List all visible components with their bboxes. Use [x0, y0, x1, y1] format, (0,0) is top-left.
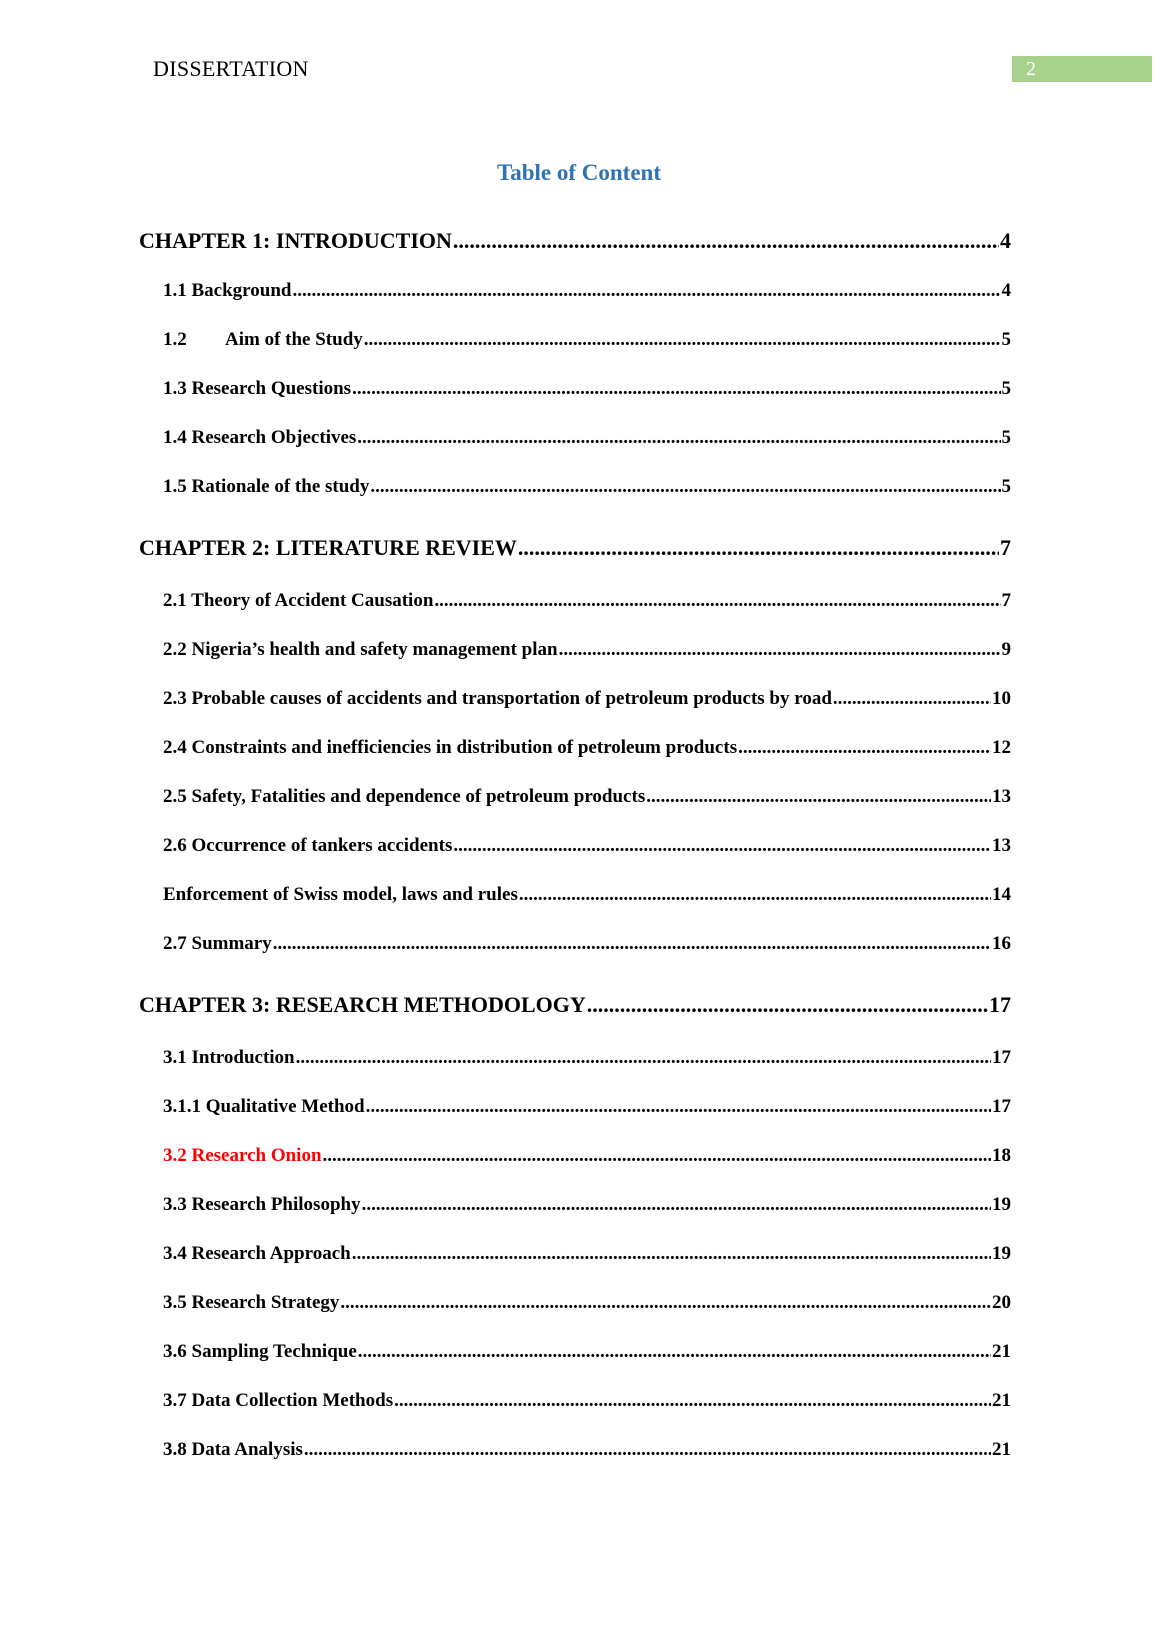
toc-entry-3-4[interactable]	[163, 1243, 1011, 1265]
toc-entry-label: 2.1 Theory of Accident Causation	[163, 590, 434, 611]
toc-entry-page: 21	[992, 1341, 1011, 1362]
toc-entry-page: 20	[992, 1292, 1011, 1313]
dot-leader	[646, 786, 991, 808]
toc-entry-chapter-3[interactable]	[139, 992, 1011, 1018]
toc-entry-page: 10	[992, 688, 1011, 709]
toc-entry-label: Aim of the Study	[225, 329, 363, 350]
toc-entry-label: 3.5 Research Strategy	[163, 1292, 340, 1313]
dot-leader	[323, 1145, 991, 1167]
dot-leader	[518, 535, 999, 561]
dot-leader	[296, 1047, 991, 1069]
toc-entry-2-2[interactable]	[163, 639, 1011, 661]
dot-leader	[453, 228, 999, 254]
toc-entry-3-7[interactable]	[163, 1390, 1011, 1412]
dot-leader	[362, 1194, 991, 1216]
dot-leader	[340, 1292, 991, 1314]
toc-entry-page: 19	[992, 1194, 1011, 1215]
dot-leader	[587, 992, 988, 1018]
dot-leader	[352, 1243, 991, 1265]
toc-entry-1-1[interactable]	[163, 280, 1011, 302]
toc-entry-label: CHAPTER 2: LITERATURE REVIEW	[139, 535, 517, 560]
toc-entry-page: 7	[1001, 590, 1011, 611]
toc-entry-label: 2.2 Nigeria’s health and safety management plan	[163, 639, 558, 660]
toc-entry-page: 13	[992, 786, 1011, 807]
toc-entry-label: 1.1 Background	[163, 280, 292, 301]
dot-leader	[833, 688, 991, 710]
toc-entry-page: 9	[1001, 639, 1011, 660]
dot-leader	[352, 378, 1000, 400]
toc-entry-2-3[interactable]	[163, 688, 1011, 710]
toc-entry-label: 3.7 Data Collection Methods	[163, 1390, 394, 1411]
toc-entry-label: 3.3 Research Philosophy	[163, 1194, 361, 1215]
dot-leader	[370, 476, 1000, 498]
toc-entry-1-4[interactable]	[163, 427, 1011, 449]
toc-entry-label: CHAPTER 3: RESEARCH METHODOLOGY	[139, 992, 586, 1017]
toc-entry-label: 3.1.1 Qualitative Method	[163, 1096, 365, 1117]
dot-leader	[273, 933, 991, 955]
toc-entry-3-2[interactable]	[163, 1145, 1011, 1167]
dot-leader	[519, 884, 991, 906]
toc-entry-page: 14	[992, 884, 1011, 905]
dot-leader	[357, 427, 1000, 449]
toc-entry-page: 18	[992, 1145, 1011, 1166]
toc-entry-chapter-2[interactable]	[139, 535, 1011, 561]
toc-entry-label: 3.8 Data Analysis	[163, 1439, 303, 1460]
toc-entry-swiss-model[interactable]	[163, 884, 1011, 906]
toc-entry-page: 5	[1001, 427, 1011, 448]
toc-entry-label: 3.2 Research Onion	[163, 1145, 322, 1166]
toc-entry-label: 2.3 Probable causes of accidents and transportation of petroleum products by road	[163, 688, 832, 709]
toc-entry-page: 17	[989, 992, 1011, 1017]
toc-entry-page: 5	[1001, 476, 1011, 497]
toc-entry-2-1[interactable]	[163, 590, 1011, 612]
dot-leader	[434, 590, 1000, 612]
dot-leader	[738, 737, 991, 759]
toc-entry-page: 4	[1000, 228, 1011, 253]
toc-entry-1-5[interactable]	[163, 476, 1011, 498]
toc-entry-label: 2.6 Occurrence of tankers accidents	[163, 835, 453, 856]
toc-entry-label: 3.6 Sampling Technique	[163, 1341, 357, 1362]
running-header-title: DISSERTATION	[153, 56, 309, 81]
toc-entry-1-2[interactable]	[163, 329, 1011, 351]
toc-entry-label: 1.4 Research Objectives	[163, 427, 357, 448]
toc-entry-1-3[interactable]	[163, 378, 1011, 400]
toc-entry-page: 19	[992, 1243, 1011, 1264]
toc-entry-page: 4	[1001, 280, 1011, 301]
toc-entry-page: 5	[1001, 329, 1011, 350]
toc-entry-3-5[interactable]	[163, 1292, 1011, 1314]
toc-entry-3-1-1[interactable]	[163, 1096, 1011, 1118]
toc-entry-page: 13	[992, 835, 1011, 856]
toc-entry-label: 2.5 Safety, Fatalities and dependence of petroleum products	[163, 786, 646, 807]
dot-leader	[358, 1341, 991, 1363]
toc-entry-2-4[interactable]	[163, 737, 1011, 759]
toc-entry-page: 17	[992, 1096, 1011, 1117]
toc-entry-2-7[interactable]	[163, 933, 1011, 955]
toc-entry-label: CHAPTER 1: INTRODUCTION	[139, 228, 452, 253]
dot-leader	[304, 1439, 991, 1461]
toc-entry-label: 1.5 Rationale of the study	[163, 476, 370, 497]
toc-entry-label: Enforcement of Swiss model, laws and rules	[163, 884, 518, 905]
toc-entry-label: 3.1 Introduction	[163, 1047, 295, 1068]
toc-entry-2-6[interactable]	[163, 835, 1011, 857]
toc-entry-3-8[interactable]	[163, 1439, 1011, 1461]
dot-leader	[394, 1390, 991, 1412]
page-number-badge: 2	[1012, 56, 1152, 82]
toc-entry-page: 21	[992, 1390, 1011, 1411]
toc-entry-3-3[interactable]	[163, 1194, 1011, 1216]
dot-leader	[292, 280, 1000, 302]
toc-entry-3-1[interactable]	[163, 1047, 1011, 1069]
dot-leader	[366, 1096, 991, 1118]
toc-heading: Table of Content	[497, 160, 661, 185]
toc-entry-label: 3.4 Research Approach	[163, 1243, 351, 1264]
toc-entry-page: 5	[1001, 378, 1011, 399]
dot-leader	[453, 835, 991, 857]
toc-entry-page: 12	[992, 737, 1011, 758]
toc-entry-3-6[interactable]	[163, 1341, 1011, 1363]
toc-entry-page: 17	[992, 1047, 1011, 1068]
dot-leader	[559, 639, 1001, 661]
toc-entry-label: 2.7 Summary	[163, 933, 272, 954]
toc-entry-2-5[interactable]	[163, 786, 1011, 808]
toc-entry-page: 16	[992, 933, 1011, 954]
toc-entry-page: 21	[992, 1439, 1011, 1460]
toc-entry-label: 2.4 Constraints and inefficiencies in distribution of petroleum products	[163, 737, 738, 758]
toc-entry-label: 1.3 Research Questions	[163, 378, 352, 399]
toc-entry-chapter-1[interactable]	[139, 228, 1011, 254]
toc-entry-page: 7	[1000, 535, 1011, 560]
toc-entry-number: 1.2	[163, 329, 187, 350]
dot-leader	[364, 329, 1001, 351]
toc-entry-label-group	[163, 329, 363, 351]
